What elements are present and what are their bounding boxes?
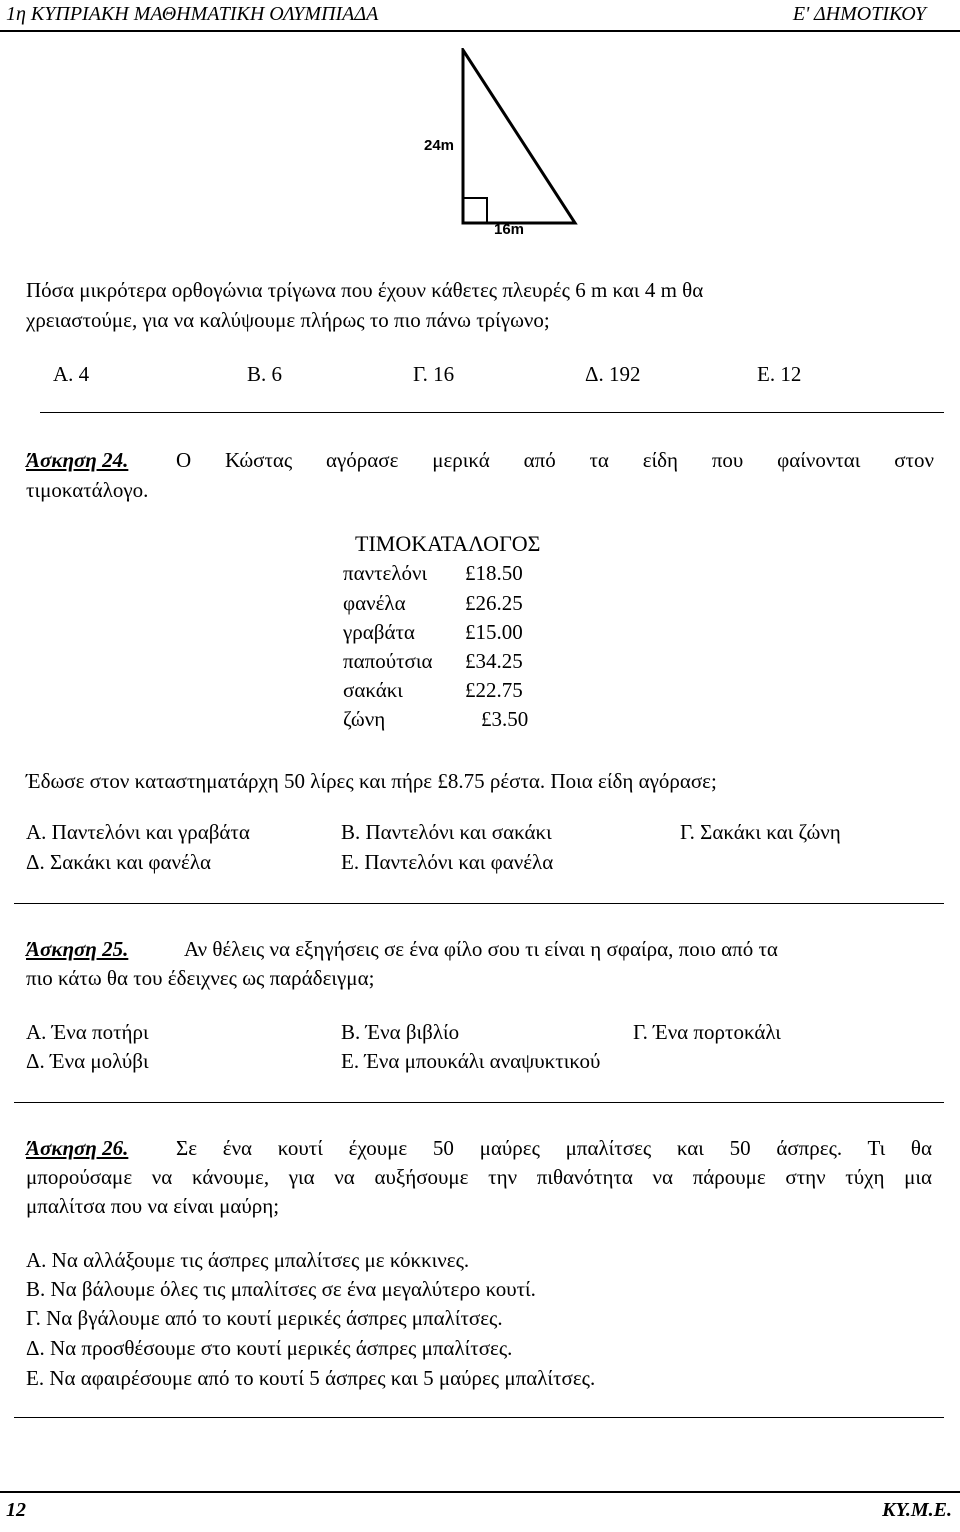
q23-option-b: Β. 6 (247, 362, 283, 386)
catalog-item-price: £18.50 (465, 561, 523, 585)
q23-option-d: Δ. 192 (585, 362, 641, 386)
q26-text-line1: Σε ένα κουτί έχουμε 50 μαύρες μπαλίτσες και 50 άσπρες. Τι θα (176, 1136, 932, 1160)
q24-option-e: Ε. Παντελόνι και φανέλα (341, 850, 554, 874)
q25-text-line1: Αν θέλεις να εξηγήσεις σε ένα φίλο σου τι είναι η σφαίρα, ποιο από τα (184, 937, 778, 961)
right-triangle-figure (455, 48, 595, 238)
right-angle-marker (463, 198, 487, 223)
catalog-item-name: σακάκι (343, 678, 403, 702)
catalog-item-price: £26.25 (465, 591, 523, 615)
q26-text-line3: μπαλίτσα που να είναι μαύρη; (26, 1194, 280, 1218)
divider-1 (40, 412, 944, 413)
q24-question: Έδωσε στον καταστηματάρχη 50 λίρες και πήρε £8.75 ρέστα. Ποια είδη αγόρασε; (26, 769, 717, 793)
page-number: 12 (6, 1499, 26, 1521)
footer-publisher: ΚΥ.Μ.Ε. (882, 1499, 952, 1521)
q23-option-a: Α. 4 (53, 362, 90, 386)
q24-option-d: Δ. Σακάκι και φανέλα (26, 850, 212, 874)
q26-option-b: Β. Να βάλουμε όλες τις μπαλίτσες σε ένα μεγαλύτερο κουτί. (26, 1277, 536, 1301)
q23-text-line2: χρειαστούμε, για να καλύψουμε πλήρως το πιο πάνω τρίγωνο; (26, 308, 550, 332)
q26-text-line2-wrap (26, 1165, 932, 1190)
q24-title: Άσκηση 24. (26, 448, 129, 472)
catalog-item-price: £34.25 (465, 649, 523, 673)
header-grade: Ε' ΔΗΜΟΤΙΚΟΥ (792, 3, 926, 25)
q26-option-e: Ε. Να αφαιρέσουμε από το κουτί 5 άσπρες και 5 μαύρες μπαλίτσες. (26, 1366, 596, 1390)
divider-4 (14, 1417, 944, 1418)
q24-option-b: Β. Παντελόνι και σακάκι (341, 820, 552, 844)
header-rule (0, 30, 960, 32)
header-title: 1η ΚΥΠΡΙΑΚΗ ΜΑΘΗΜΑΤΙΚΗ ΟΛΥΜΠΙΑΔΑ (6, 3, 379, 25)
q24-text-line1: Ο Κώστας αγόρασε μερικά από τα είδη που φαίνονται στον (176, 448, 934, 472)
catalog-item-name: φανέλα (343, 591, 406, 615)
catalog-item-price: £15.00 (465, 620, 523, 644)
q26-text-line2: μπορούσαμε να κάνουμε, για να αυξήσουμε την πιθανότητα να πάρουμε στην τύχη μια (26, 1165, 932, 1189)
q23-text-line1: Πόσα μικρότερα ορθογώνια τρίγωνα που έχουν κάθετες πλευρές 6 m και 4 m θα (26, 278, 704, 302)
q25-option-b: Β. Ένα βιβλίο (341, 1020, 460, 1044)
q25-option-c: Γ. Ένα πορτοκάλι (633, 1020, 781, 1044)
q25-option-e: Ε. Ένα μπουκάλι αναψυκτικού (341, 1049, 601, 1073)
catalog-item-name: ζώνη (343, 707, 386, 731)
q26-first-line (26, 1136, 932, 1161)
q25-option-a: Α. Ένα ποτήρι (26, 1020, 149, 1044)
q24-option-c: Γ. Σακάκι και ζώνη (680, 820, 841, 844)
divider-3 (14, 1102, 944, 1103)
q24-text-line2: τιμοκατάλογο. (26, 478, 149, 502)
catalog-item-name: παπούτσια (343, 649, 433, 673)
catalog-item-price: £22.75 (465, 678, 523, 702)
q23-option-e: Ε. 12 (757, 362, 802, 386)
q26-option-a: Α. Να αλλάξουμε τις άσπρες μπαλίτσες με κόκκινες. (26, 1248, 470, 1272)
catalog-title: ΤΙΜΟΚΑΤΑΛΟΓΟΣ (355, 531, 541, 556)
divider-2 (14, 903, 944, 904)
q25-title: Άσκηση 25. (26, 937, 129, 961)
q26-option-c: Γ. Να βγάλουμε από το κουτί μερικές άσπρες μπαλίτσες. (26, 1306, 503, 1330)
triangle-height-label: 24m (424, 137, 455, 154)
q25-option-d: Δ. Ένα μολύβι (26, 1049, 149, 1073)
q25-text-line2: πιο κάτω θα του έδειχνες ως παράδειγμα; (26, 966, 375, 990)
catalog-item-name: παντελόνι (343, 561, 428, 585)
q26-option-d: Δ. Να προσθέσουμε στο κουτί μερικές άσπρες μπαλίτσες. (26, 1336, 513, 1360)
catalog-item-price: £3.50 (481, 707, 529, 731)
catalog-item-name: γραβάτα (343, 620, 415, 644)
q23-option-c: Γ. 16 (413, 362, 455, 386)
q24-option-a: Α. Παντελόνι και γραβάτα (26, 820, 250, 844)
triangle-base-label: 16m (494, 221, 525, 238)
q24-first-line (26, 448, 934, 473)
q26-title: Άσκηση 26. (26, 1136, 129, 1160)
footer-rule (0, 1491, 960, 1493)
